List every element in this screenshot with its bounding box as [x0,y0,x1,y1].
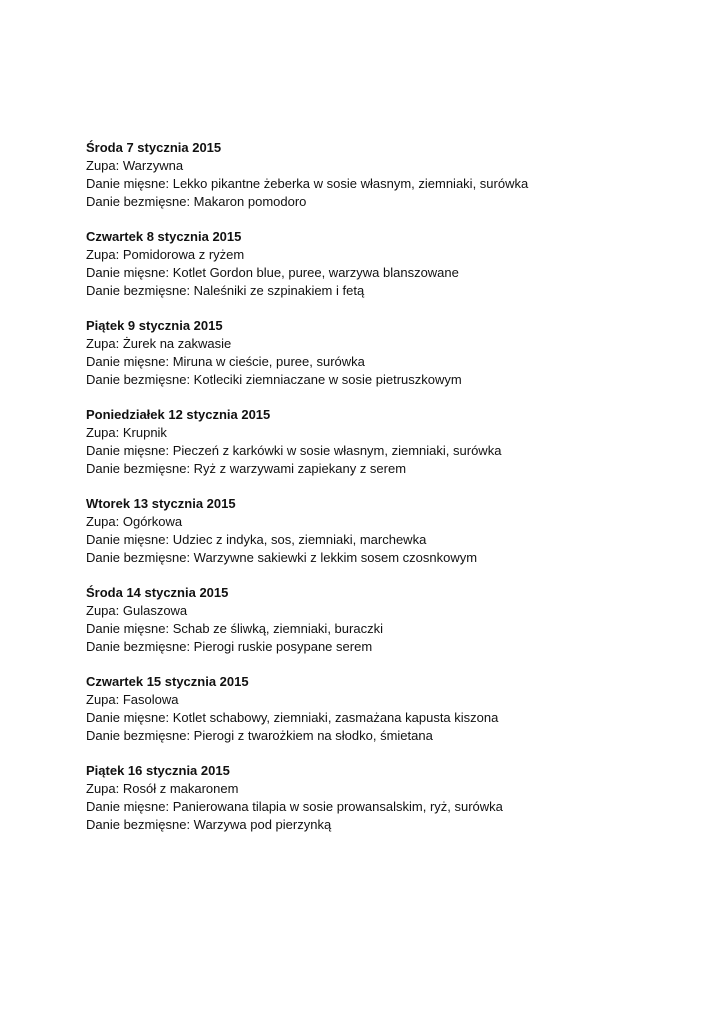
vegetarian-dish-line: Danie bezmięsne: Warzywa pod pierzynką [86,817,332,832]
meat-dish-line: Danie mięsne: Schab ze śliwką, ziemniaki, buraczki [86,621,383,636]
day-title: Czwartek 8 stycznia 2015 [86,229,242,244]
meat-dish-line: Danie mięsne: Pieczeń z karkówki w sosie własnym, ziemniaki, surówka [86,443,502,458]
menu-day [86,139,686,211]
vegetarian-dish-line: Danie bezmięsne: Naleśniki ze szpinakiem i fetą [86,283,365,298]
soup-line: Zupa: Żurek na zakwasie [86,336,232,351]
menu-day [86,673,686,745]
soup-line: Zupa: Pomidorowa z ryżem [86,247,245,262]
vegetarian-dish-line: Danie bezmięsne: Makaron pomodoro [86,194,307,209]
meat-dish-line: Danie mięsne: Kotlet schabowy, ziemniaki, zasmażana kapusta kiszona [86,710,499,725]
day-title: Wtorek 13 stycznia 2015 [86,496,236,511]
meat-dish-line: Danie mięsne: Panierowana tilapia w sosie prowansalskim, ryż, surówka [86,799,503,814]
vegetarian-dish-line: Danie bezmięsne: Pierogi z twarożkiem na słodko, śmietana [86,728,433,743]
soup-line: Zupa: Ogórkowa [86,514,183,529]
menu-day [86,228,686,300]
vegetarian-dish-line: Danie bezmięsne: Kotleciki ziemniaczane w sosie pietruszkowym [86,372,462,387]
day-title: Piątek 16 stycznia 2015 [86,763,230,778]
menu-day [86,317,686,389]
meat-dish-line: Danie mięsne: Udziec z indyka, sos, ziemniaki, marchewka [86,532,427,547]
weekly-menu [86,139,686,851]
vegetarian-dish-line: Danie bezmięsne: Warzywne sakiewki z lekkim sosem czosnkowym [86,550,478,565]
soup-line: Zupa: Krupnik [86,425,167,440]
vegetarian-dish-line: Danie bezmięsne: Ryż z warzywami zapiekany z serem [86,461,407,476]
day-title: Czwartek 15 stycznia 2015 [86,674,249,689]
soup-line: Zupa: Gulaszowa [86,603,188,618]
day-title: Poniedziałek 12 stycznia 2015 [86,407,271,422]
day-title: Środa 14 stycznia 2015 [86,585,229,600]
menu-day [86,762,686,834]
menu-day [86,495,686,567]
meat-dish-line: Danie mięsne: Miruna w cieście, puree, surówka [86,354,365,369]
soup-line: Zupa: Rosół z makaronem [86,781,239,796]
menu-day [86,584,686,656]
meat-dish-line: Danie mięsne: Lekko pikantne żeberka w sosie własnym, ziemniaki, surówka [86,176,529,191]
vegetarian-dish-line: Danie bezmięsne: Pierogi ruskie posypane serem [86,639,373,654]
meat-dish-line: Danie mięsne: Kotlet Gordon blue, puree, warzywa blanszowane [86,265,459,280]
day-title: Środa 7 stycznia 2015 [86,140,222,155]
soup-line: Zupa: Fasolowa [86,692,179,707]
menu-day [86,406,686,478]
soup-line: Zupa: Warzywna [86,158,184,173]
day-title: Piątek 9 stycznia 2015 [86,318,223,333]
